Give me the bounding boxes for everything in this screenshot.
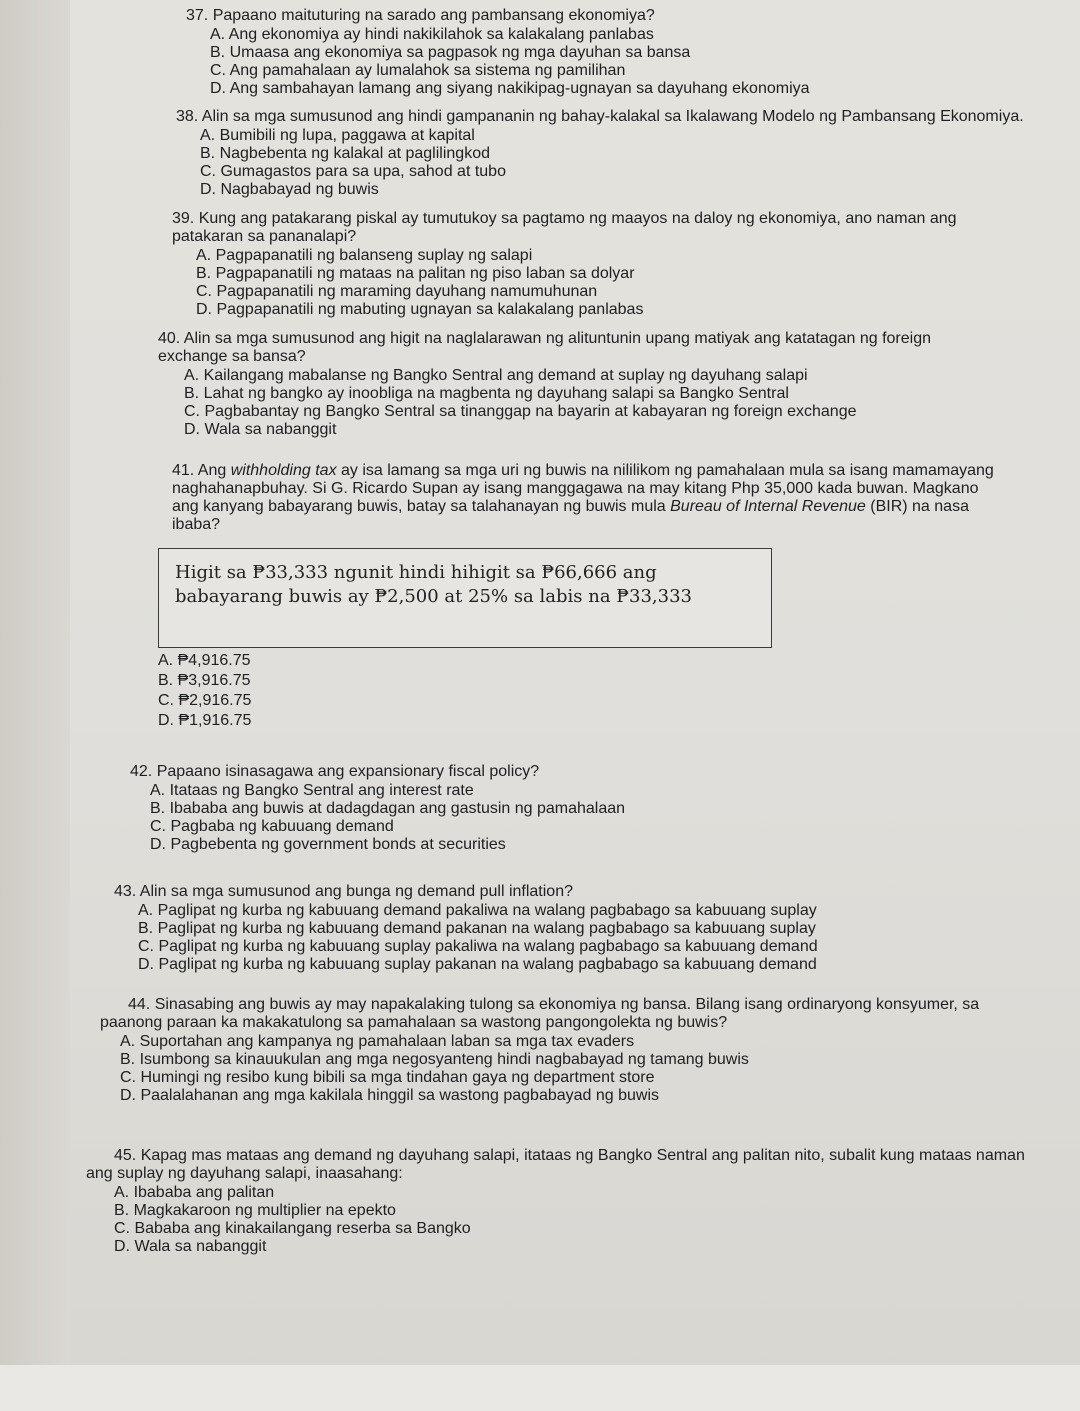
option-c: C. Ang pamahalaan ay lumalahok sa sistema ng pamilihan bbox=[210, 62, 626, 79]
tax-table-box bbox=[158, 548, 772, 648]
question-43 bbox=[114, 883, 994, 974]
question-stem: 44. Sinasabing ang buwis ay may napakalaking tulong sa ekonomiya ng bansa. Bilang isang ordinaryong konsyumer, sa paanong paraan ka makakatulong sa pamahalaan sa wastong pangongolekta ng buwis? bbox=[100, 996, 980, 1031]
option-b: B. Pagpapanatili ng mataas na palitan ng piso laban sa dolyar bbox=[196, 265, 635, 282]
option-a: A. Bumibili ng lupa, paggawa at kapital bbox=[200, 127, 475, 144]
question-stem: 38. Alin sa mga sumusunod ang hindi gampananin ng bahay-kalakal sa Ikalawang Modelo ng Pambansang Ekonomiya. bbox=[176, 108, 1024, 125]
option-a: A. Suportahan ang kampanya ng pamahalaan laban sa mga tax evaders bbox=[120, 1033, 635, 1050]
option-d: D. Pagpapanatili ng mabuting ugnayan sa kalakalang panlabas bbox=[196, 301, 644, 318]
option-a: A. Kailangang mabalanse ng Bangko Sentral ang demand at suplay ng dayuhang salapi bbox=[184, 367, 808, 384]
option-b: B. Paglipat ng kurba ng kabuuang demand pakanan na walang pagbabago sa kabuuang suplay bbox=[138, 920, 816, 937]
question-41-options bbox=[158, 651, 458, 731]
question-stem: 39. Kung ang patakarang piskal ay tumutukoy sa pagtamo ng maayos na daloy ng ekonomiya, ano naman ang patakaran sa pananalapi? bbox=[172, 210, 957, 245]
option-d: D. Pagbebenta ng government bonds at securities bbox=[150, 836, 506, 853]
option-d: D. ₱1,916.75 bbox=[158, 712, 252, 729]
option-a: A. Ang ekonomiya ay hindi nakikilahok sa kalakalang panlabas bbox=[210, 26, 654, 43]
option-b: B. Isumbong sa kinauukulan ang mga negosyanteng hindi nagbabayad ng tamang buwis bbox=[120, 1051, 749, 1068]
question-stem: 42. Papaano isinasagawa ang expansionary fiscal policy? bbox=[130, 763, 540, 780]
option-a: A. Pagpapanatili ng balanseng suplay ng salapi bbox=[196, 247, 533, 264]
option-b: B. Ibababa ang buwis at dadagdagan ang gastusin ng pamahalaan bbox=[150, 800, 626, 817]
question-45 bbox=[86, 1147, 1026, 1256]
option-d: D. Nagbabayad ng buwis bbox=[200, 181, 379, 198]
adjacent-page-edge bbox=[0, 0, 70, 1411]
question-37 bbox=[186, 7, 1006, 98]
option-c: C. ₱2,916.75 bbox=[158, 692, 252, 709]
question-42 bbox=[130, 763, 930, 854]
question-stem: 37. Papaano maituturing na sarado ang pambansang ekonomiya? bbox=[186, 7, 655, 24]
option-c: C. Bababa ang kinakailangang reserba sa Bangko bbox=[114, 1220, 471, 1237]
question-stem bbox=[172, 462, 1002, 534]
bir-term: Bureau of Internal Revenue bbox=[670, 498, 866, 515]
stem-part: (BIR) na nasa ibaba? bbox=[172, 498, 969, 533]
option-b: B. Lahat ng bangko ay inoobliga na magbenta ng dayuhang salapi sa Bangko Sentral bbox=[184, 385, 789, 402]
option-c: C. Humingi ng resibo kung bibili sa mga tindahan gaya ng department store bbox=[120, 1069, 655, 1086]
stem-part: ay isa lamang sa mga uri ng buwis na nililikom ng pamahalaan mula sa isang mamamayang naghahanapbuhay. Si G. Ricardo Supan ay isang manggagawa na may kitang Php 35,000 kada buwan. Magkano ang kanyang babayarang buwis, batay sa talahanayan ng buwis mula bbox=[172, 462, 994, 515]
option-a: A. Paglipat ng kurba ng kabuuang demand pakaliwa na walang pagbabago sa kabuuang suplay bbox=[138, 902, 817, 919]
option-c: C. Pagbaba ng kabuuang demand bbox=[150, 818, 394, 835]
option-d: D. Ang sambahayan lamang ang siyang nakikipag-ugnayan sa dayuhang ekonomiya bbox=[210, 80, 810, 97]
option-a: A. Ibababa ang palitan bbox=[114, 1184, 275, 1201]
option-c: C. Gumagastos para sa upa, sahod at tubo bbox=[200, 163, 506, 180]
option-d: D. Paglipat ng kurba ng kabuuang suplay pakanan na walang pagbabago sa kabuuang demand bbox=[138, 956, 817, 973]
option-a: A. ₱4,916.75 bbox=[158, 652, 251, 669]
question-41 bbox=[172, 462, 1002, 534]
question-44 bbox=[100, 996, 1020, 1105]
option-b: B. Umaasa ang ekonomiya sa pagpasok ng mga dayuhan sa bansa bbox=[210, 44, 691, 61]
stem-part: 41. Ang bbox=[172, 462, 231, 479]
question-stem: 45. Kapag mas mataas ang demand ng dayuhang salapi, itataas ng Bangko Sentral ang palitan nito, subalit kung mataas naman ang suplay ng dayuhang salapi, inaasahang: bbox=[86, 1147, 1025, 1182]
tax-table-text: Higit sa ₱33,333 ngunit hindi hihigit sa ₱66,666 ang babayarang buwis ay ₱2,500 at 25% sa labis na ₱33,333 bbox=[175, 562, 692, 607]
option-d: D. Wala sa nabanggit bbox=[114, 1238, 267, 1255]
photo-bottom-surface bbox=[0, 1365, 1080, 1411]
question-39 bbox=[172, 210, 992, 319]
question-38 bbox=[176, 108, 1026, 199]
option-c: C. Pagpapanatili ng maraming dayuhang namumuhunan bbox=[196, 283, 598, 300]
question-stem: 43. Alin sa mga sumusunod ang bunga ng demand pull inflation? bbox=[114, 883, 573, 900]
option-c: C. Pagbabantay ng Bangko Sentral sa tinanggap na bayarin at kabayaran ng foreign exchange bbox=[184, 403, 857, 420]
withholding-tax-term: withholding tax bbox=[230, 462, 337, 479]
option-b: B. Magkakaroon ng multiplier na epekto bbox=[114, 1202, 396, 1219]
question-stem: 40. Alin sa mga sumusunod ang higit na naglalarawan ng alituntunin upang matiyak ang katatagan ng foreign exchange sa bansa? bbox=[158, 330, 931, 365]
option-d: D. Paalalahanan ang mga kakilala hinggil sa wastong pagbabayad ng buwis bbox=[120, 1087, 660, 1104]
option-b: B. Nagbebenta ng kalakal at paglilingkod bbox=[200, 145, 490, 162]
option-d: D. Wala sa nabanggit bbox=[184, 421, 337, 438]
question-40 bbox=[158, 330, 998, 439]
option-b: B. ₱3,916.75 bbox=[158, 672, 251, 689]
option-a: A. Itataas ng Bangko Sentral ang interest rate bbox=[150, 782, 474, 799]
option-c: C. Paglipat ng kurba ng kabuuang suplay pakaliwa na walang pagbabago sa kabuuang demand bbox=[138, 938, 818, 955]
